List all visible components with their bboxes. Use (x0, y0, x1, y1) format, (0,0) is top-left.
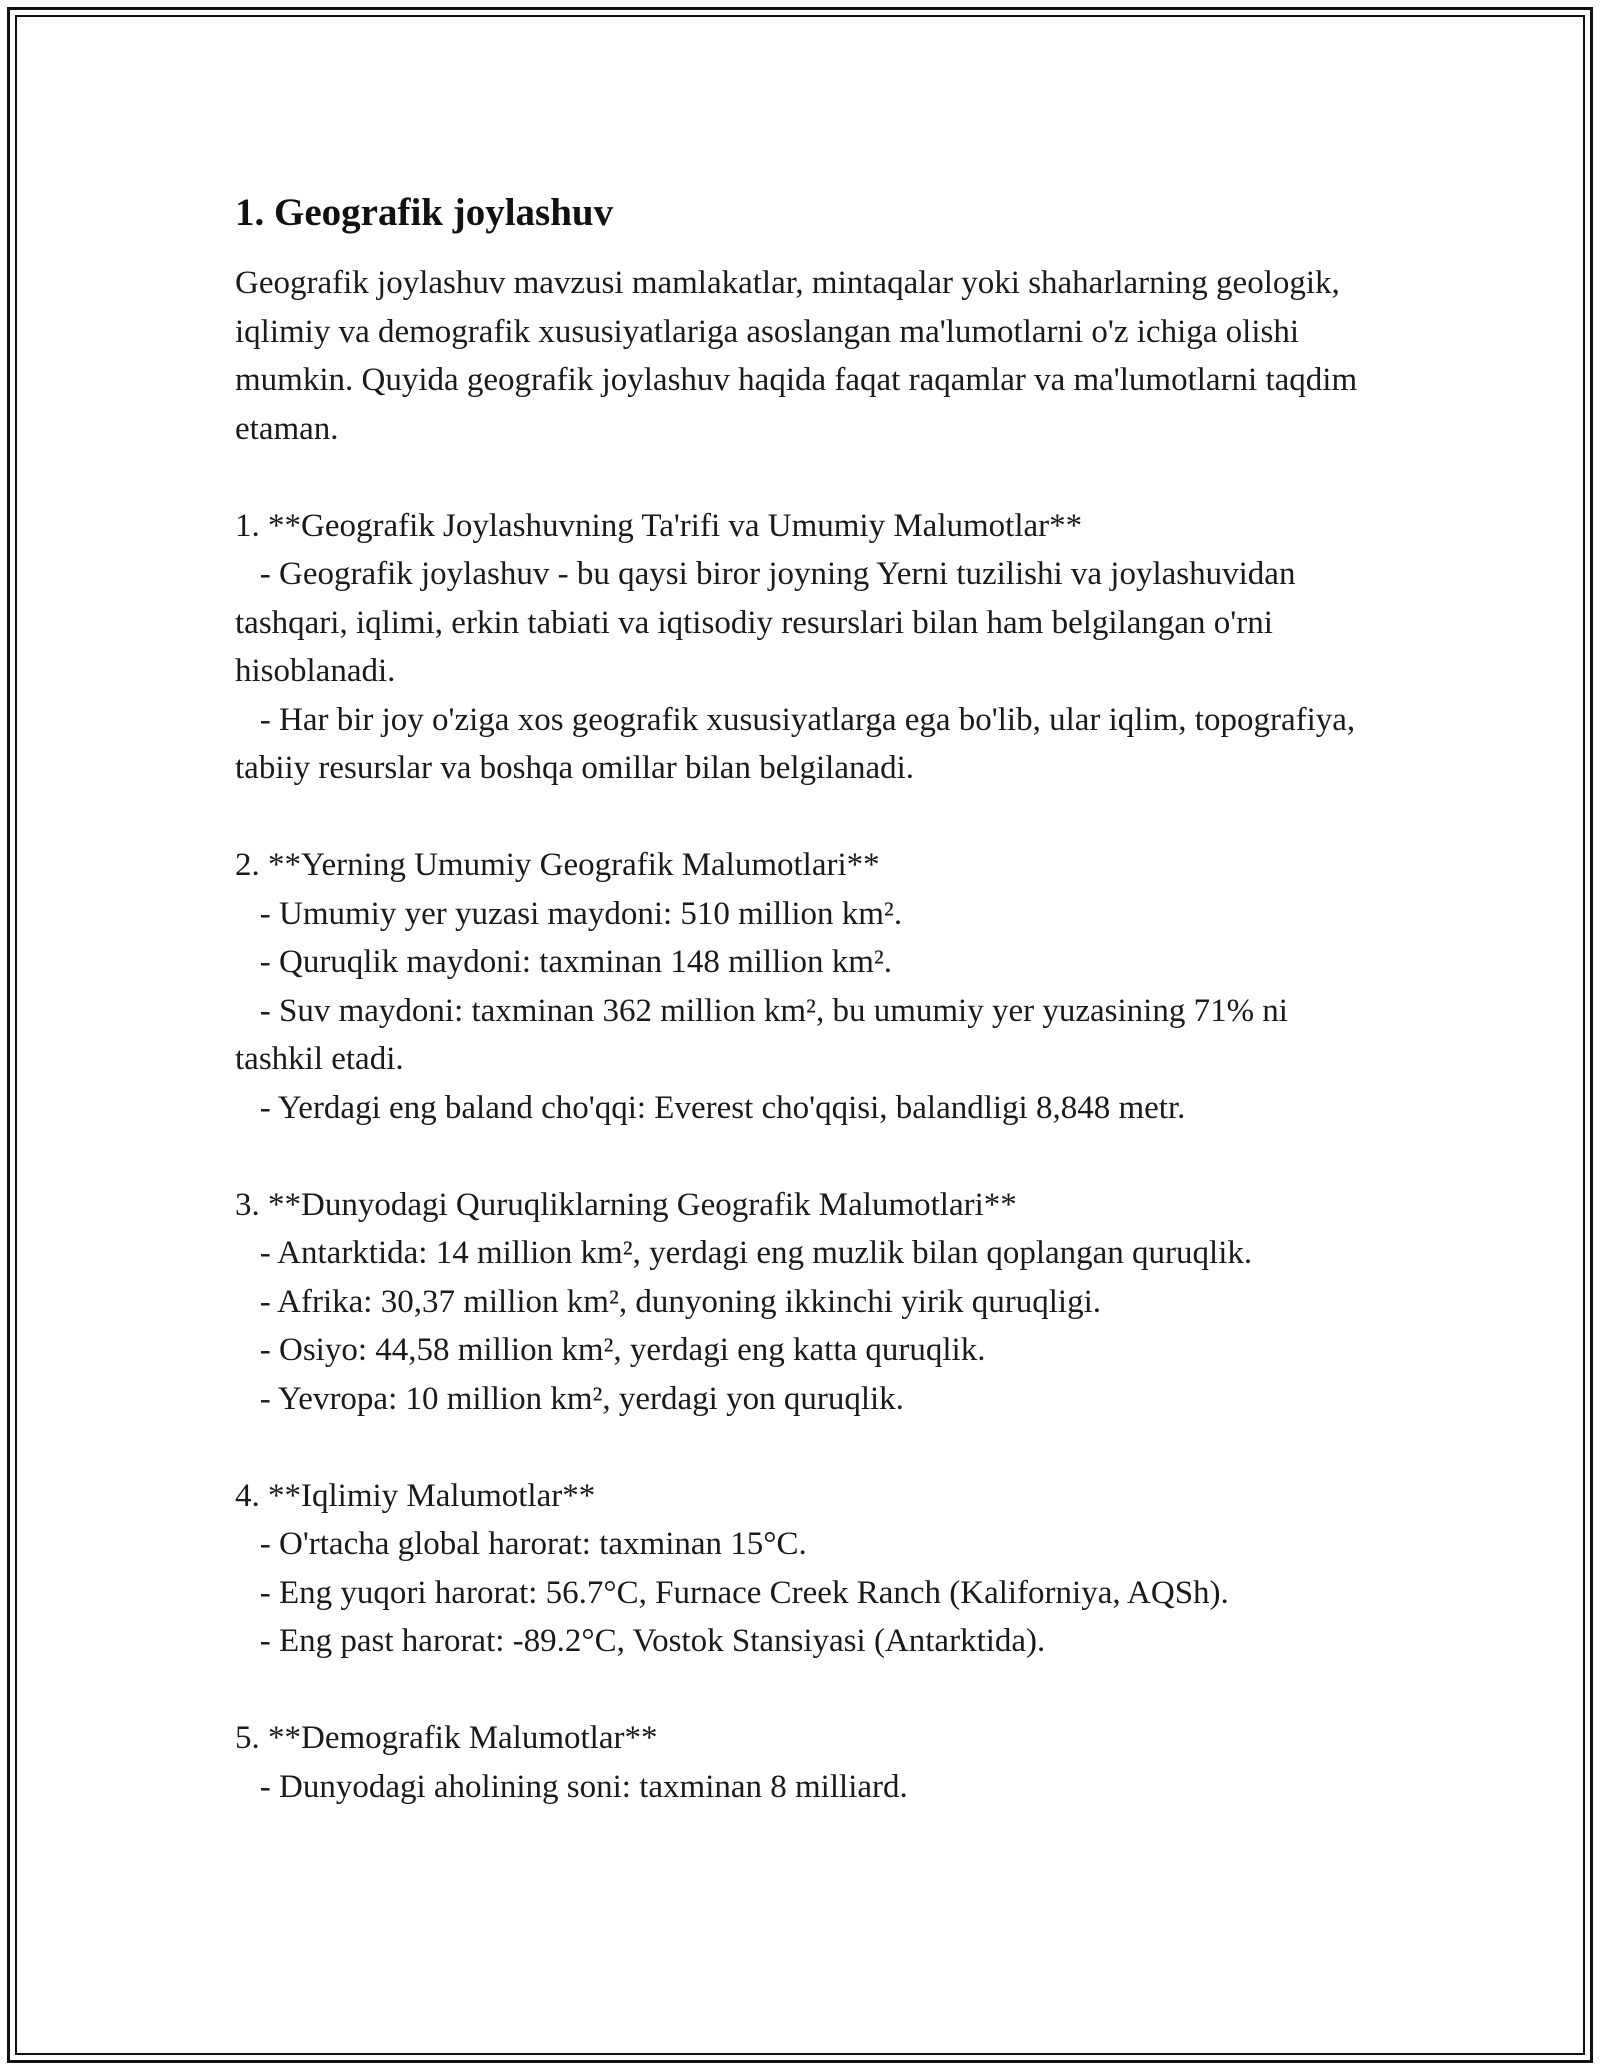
list-item: - Umumiy yer yuzasi maydoni: 510 million km². (235, 895, 903, 932)
section-title: 1. **Geografik Joylashuvning Ta'rifi va Umumiy Malumotlar** (235, 507, 1083, 544)
section-title: 3. **Dunyodagi Quruqliklarning Geografik Malumotlari** (235, 1186, 1017, 1223)
list-item: - O'rtacha global harorat: taxminan 15°C. (235, 1526, 807, 1562)
section-2 (235, 841, 1375, 1132)
page-title: 1. Geografik joylashuv (235, 191, 614, 234)
list-item: - Geografik joylashuv - bu qaysi biror joyning Yerni tuzilishi va joylashuvidan tashqari, iqlimi, erkin tabiati va iqtisodiy resurslari bilan ham belgilangan o'rni hisoblanadi. (235, 556, 1304, 689)
section-title: 4. **Iqlimiy Malumotlar** (235, 1477, 596, 1514)
section-5 (235, 1714, 1375, 1811)
spacer (235, 1423, 1375, 1472)
section-1 (235, 502, 1375, 793)
list-item: - Yevropa: 10 million km², yerdagi yon quruqlik. (235, 1380, 904, 1417)
list-item: - Osiyo: 44,58 million km², yerdagi eng katta quruqlik. (235, 1332, 986, 1368)
section-title: 2. **Yerning Umumiy Geografik Malumotlari** (235, 847, 880, 883)
list-item: - Eng past harorat: -89.2°C, Vostok Stansiyasi (Antarktida). (235, 1623, 1046, 1659)
spacer (235, 453, 1375, 502)
spacer (235, 1132, 1375, 1181)
section-3 (235, 1181, 1375, 1424)
spacer (235, 1666, 1375, 1715)
list-item: - Quruqlik maydoni: taxminan 148 million km². (235, 944, 893, 980)
list-item: - Har bir joy o'ziga xos geografik xususiyatlarga ega bo'lib, ular iqlim, topografiya, tabiiy resurslar va boshqa omillar bilan belgilanadi. (235, 701, 1364, 786)
intro-paragraph: Geografik joylashuv mavzusi mamlakatlar, mintaqalar yoki shaharlarning geologik, iqlimiy va demografik xususiyatlariga asoslangan ma'lumotlarni o'z ichiga olishi mumkin. Quyida geografik joylashuv haqida faqat raqamlar va ma'lumotlarni taqdim etaman. (235, 265, 1366, 447)
section-title: 5. **Demografik Malumotlar** (235, 1720, 658, 1756)
section-4 (235, 1472, 1375, 1666)
list-item: - Suv maydoni: taxminan 362 million km², bu umumiy yer yuzasining 71% ni tashkil etadi. (235, 992, 1297, 1077)
list-item: - Yerdagi eng baland cho'qqi: Everest cho'qqisi, balandligi 8,848 metr. (235, 1089, 1186, 1126)
list-item: - Dunyodagi aholining soni: taxminan 8 milliard. (235, 1768, 908, 1805)
document-body (235, 185, 1375, 1811)
list-item: - Eng yuqori harorat: 56.7°C, Furnace Creek Ranch (Kaliforniya, AQSh). (235, 1574, 1229, 1611)
spacer (235, 793, 1375, 842)
list-item: - Antarktida: 14 million km², yerdagi eng muzlik bilan qoplangan quruqlik. (235, 1235, 1253, 1271)
list-item: - Afrika: 30,37 million km², dunyoning ikkinchi yirik quruqligi. (235, 1283, 1102, 1320)
